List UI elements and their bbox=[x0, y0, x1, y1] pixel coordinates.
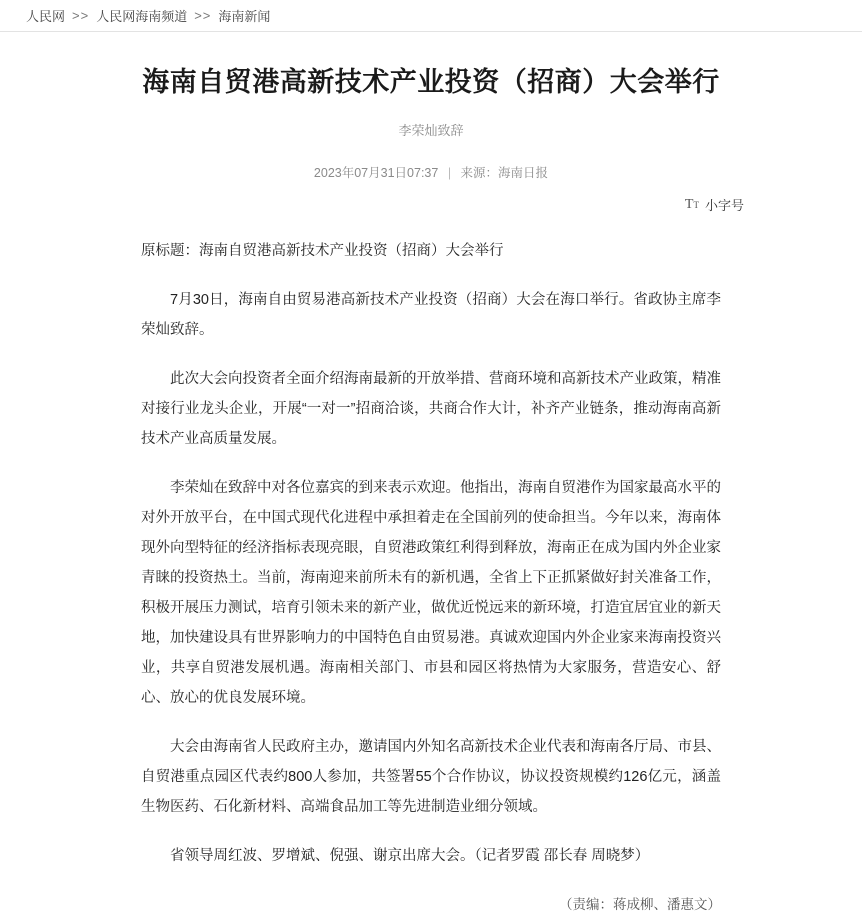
font-size-label[interactable]: 小字号 bbox=[704, 197, 744, 213]
article-source: 来源：海南日报 bbox=[460, 165, 549, 180]
breadcrumb-separator-0: >> bbox=[72, 8, 90, 23]
article-paragraph-1: 此次大会向投资者全面介绍海南最新的开放举措、营商环境和高新技术产业政策，精准对接行业龙头企业，开展“一对一”招商洽谈，共商合作大计，补齐产业链条，推动海南高新技术产业高质量发展。 bbox=[141, 370, 721, 447]
editor-credit: （责编：蒋成柳、潘惠文） bbox=[559, 896, 721, 912]
breadcrumb-item-0[interactable]: 人民网 bbox=[26, 9, 66, 24]
article-paragraph-3: 大会由海南省人民政府主办，邀请国内外知名高新技术企业代表和海南各厅局、市县、自贸港重点园区代表约800人参加，共签署55个合作协议，协议投资规模约126亿元，涵盖生物医药、石化新材料、高端食品加工等先进制造业细分领域。 bbox=[141, 738, 721, 815]
breadcrumb-item-1[interactable]: 人民网海南频道 bbox=[96, 9, 188, 24]
article-paragraph-2: 李荣灿在致辞中对各位嘉宾的到来表示欢迎。他指出，海南自贸港作为国家最高水平的对外开放平台，在中国式现代化进程中承担着走在全国前列的使命担当。今年以来，海南体现外向型特征的经济指标表现亮眼，自贸港政策红利得到释放，海南正在成为国内外企业家青睐的投资热土。当前，海南迎来前所未有的新机遇，全省上下正抓紧做好封关准备工作，积极开展压力测试，培育引领未来的新产业，做优近悦远来的新环境，打造宜居宜业的新天地，加快建设具有世界影响力的中国特色自由贸易港。真诚欢迎国内外企业家来海南投资兴业，共享自贸港发展机遇。海南相关部门、市县和园区将热情为大家服务，营造安心、舒心、放心的优良发展环境。 bbox=[141, 479, 721, 706]
meta-divider: | bbox=[447, 165, 452, 180]
font-size-control[interactable] bbox=[0, 195, 744, 214]
breadcrumb bbox=[0, 0, 862, 32]
article-subheadline: 李荣灿致辞 bbox=[398, 122, 464, 138]
text-size-icon: TT bbox=[684, 197, 699, 213]
article-body bbox=[141, 236, 721, 920]
breadcrumb-item-2[interactable]: 海南新闻 bbox=[218, 9, 271, 24]
article-meta bbox=[0, 163, 862, 181]
original-title-line: 原标题：海南自贸港高新技术产业投资（招商）大会举行 bbox=[141, 242, 504, 259]
article-paragraph-4: 省领导周红波、罗增斌、倪强、谢京出席大会。（记者罗霞 邵长春 周晓梦） bbox=[170, 847, 650, 864]
publish-datetime: 2023年07月31日07:37 bbox=[313, 165, 439, 180]
article-container bbox=[0, 64, 862, 920]
article-paragraph-0: 7月30日，海南自由贸易港高新技术产业投资（招商）大会在海口举行。省政协主席李荣灿致辞。 bbox=[141, 291, 721, 338]
page-title: 海南自贸港高新技术产业投资（招商）大会举行 bbox=[142, 67, 720, 97]
breadcrumb-separator-1: >> bbox=[194, 8, 212, 23]
